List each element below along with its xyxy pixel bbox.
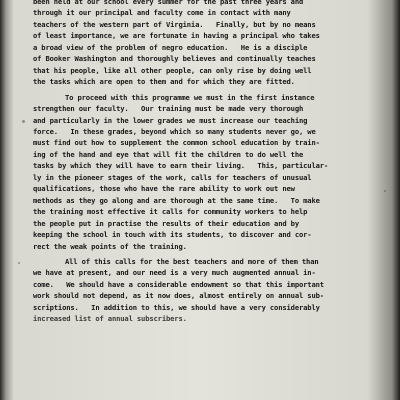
text-line: All of this calls for the best teachers and more of them than [65,256,319,266]
text-line: and particularly in the lower grades we must increase our teaching [33,115,308,125]
text-line: tasks by which they will have to earn their living. This, particular- [33,161,329,171]
text-line: increased list of annual subscribers. [33,314,187,324]
text-line: qualifications, those who have the rare ability to work out new [33,184,295,194]
paragraph-3 [33,256,393,325]
text-line: ly in the pioneer stages of the work, calls for teachers of unusual [33,172,312,182]
text-line: rect the weak points of the training. [33,241,187,251]
paragraph-2 [33,92,393,252]
text-line: strengthen our faculty. Our training must be made very thorough [33,104,304,114]
text-line: a broad view of the problem of negro education. He is a disciple [33,42,308,52]
text-line: ing of the hand and eye that will fit the children to do well the [33,149,304,159]
text-line: the people put in practise the results of their education and by [33,218,299,228]
text-line: of Booker Washington and thoroughly believes and continually teaches [33,54,316,64]
text-line: scriptions. In addition to this, we should have a very considerably [33,302,320,312]
text-line: through it our principal and faculty come in contact with many [33,8,291,18]
typed-letter-body [33,0,393,325]
text-line: force. In these grades, beyond which so many students never go, we [33,126,316,136]
text-line: of least importance, we are fortunate in having a principal who takes [33,31,320,41]
text-line: work should not depend, as it now does, almost entirely on annual sub- [33,291,324,301]
text-line: teachers of the western part of Virginia. Finally, but by no means [33,19,316,29]
text-line: that his people, like all other people, can only rise by doing well [33,65,312,75]
scan-speck [22,120,25,123]
text-line: the tasks which are open to them and for which they are fitted. [33,77,295,87]
text-line: the training most effective it calls for community workers to help [33,207,308,217]
paragraph-1 [33,0,393,88]
scan-speck [18,262,20,264]
text-line: we have at present, and our need is a very much augmented annual in- [33,268,316,278]
text-line: methods as they go along and are thorough at the same time. To make [33,195,320,205]
text-line: must find out how to supplement the common school education by train- [33,138,320,148]
text-line: been held at our school every summer for the past three years and [33,0,304,6]
text-line: keeping the school in touch with its students, to discover and cor- [33,230,312,240]
text-line: come. We should have a considerable endowment so that this important [33,279,324,289]
text-line: To proceed with this programme we must in the first instance [65,92,315,102]
